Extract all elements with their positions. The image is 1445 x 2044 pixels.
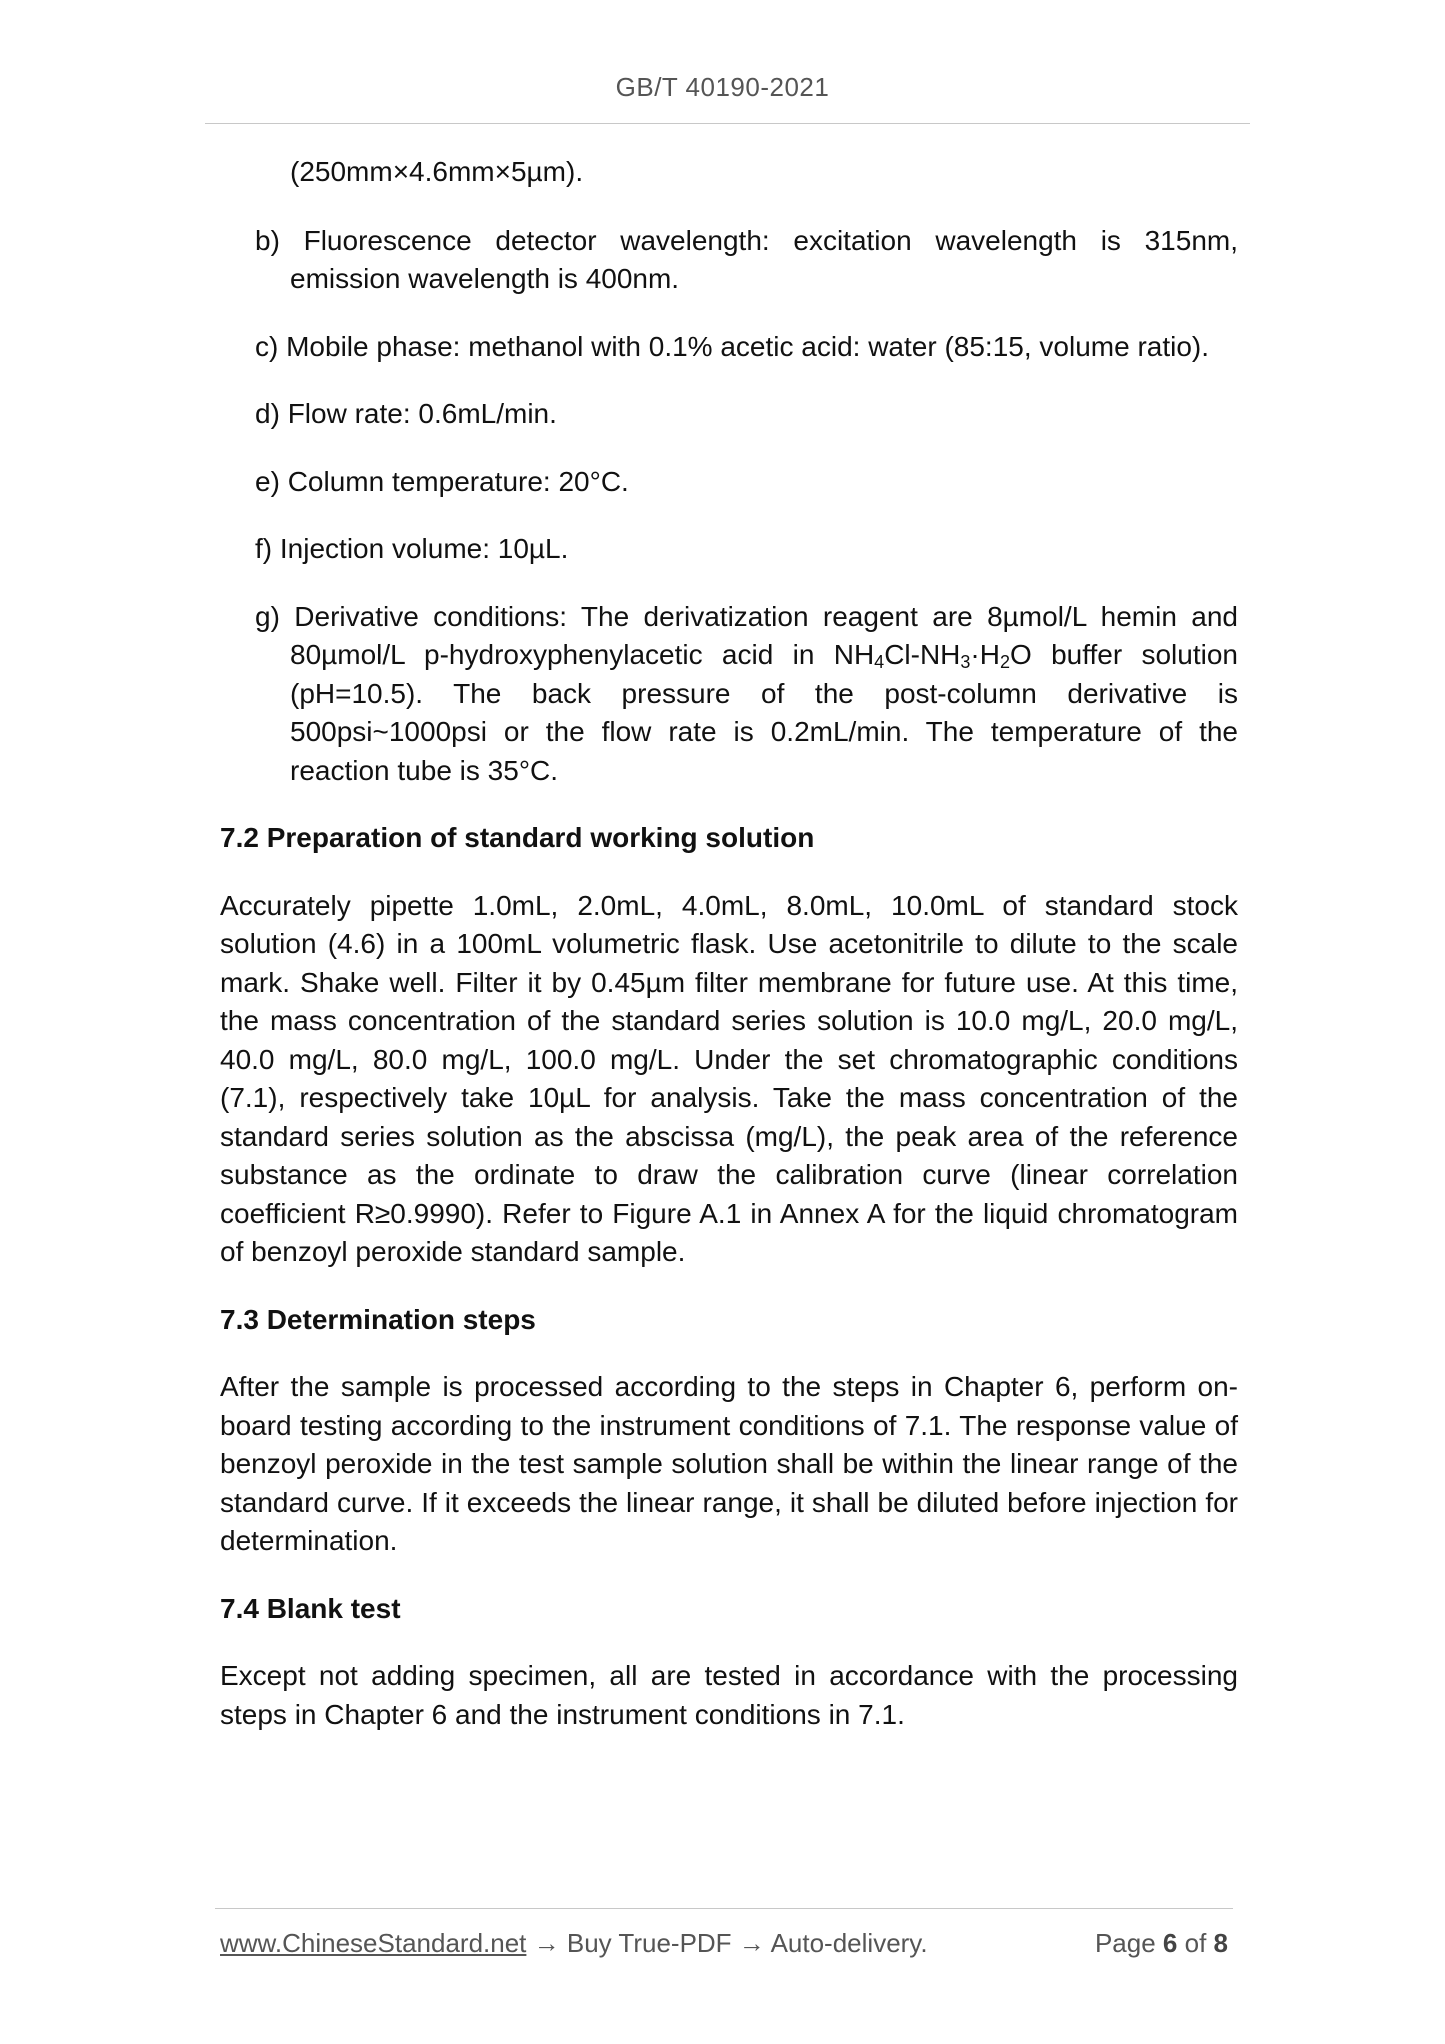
formula-part: Cl-NH — [884, 639, 961, 670]
formula-subscript: 4 — [874, 652, 885, 672]
list-text: Fluorescence detector wavelength: excitation wavelength is 315nm, emission wavelength is 400nm. — [290, 224, 1239, 294]
header-divider — [205, 123, 1250, 124]
list-item-d — [220, 395, 1238, 434]
page-number — [1095, 1928, 1228, 1959]
page-of: of — [1184, 1928, 1207, 1958]
formula-part: ·H — [970, 639, 1000, 670]
formula-subscript: 3 — [960, 652, 971, 672]
footer-tagline: → Buy True-PDF → Auto-delivery. — [526, 1928, 928, 1958]
section-heading-7-2: 7.2 Preparation of standard working solution — [220, 822, 815, 853]
list-item-e — [220, 463, 1238, 502]
list-marker: b) — [255, 224, 280, 256]
list-text: Column temperature: 20°C. — [287, 465, 629, 497]
section-heading-7-4: 7.4 Blank test — [220, 1592, 401, 1624]
list-marker: g) — [255, 600, 280, 632]
section-paragraph-7-2: Accurately pipette 1.0mL, 2.0mL, 4.0mL, 8.0mL, 10.0mL of standard stock solution (4.6) in a 100mL volumetric flask. Use acetonitrile to dilute to the scale mark. Shake well. Filter it by 0.45µm filter membrane for future use. At this time, the mass concentration of the standard series solution is 10.0 mg/L, 20.0 mg/L, 40.0 mg/L, 80.0 mg/L, 100.0 mg/L. Under the set chromatographic conditions (7.1), respectively take 10µL for analysis. Take the mass concentration of the standard series solution as the abscissa (mg/L), the peak area of the reference substance as the ordinate to draw the calibration curve (linear correlation coefficient R≥0.9990). Refer to Figure A.1 in Annex A for the liquid chromatogram of benzoyl peroxide standard sample. — [220, 889, 1238, 1267]
list-marker: c) — [255, 330, 279, 362]
document-body — [220, 153, 1238, 1734]
list-item-g — [220, 598, 1238, 791]
page-current: 6 — [1162, 1928, 1178, 1958]
list-text: Mobile phase: methanol with 0.1% acetic acid: water (85:15, volume ratio). — [286, 330, 1210, 362]
list-text: Flow rate: 0.6mL/min. — [287, 398, 557, 429]
page-label: Page — [1094, 1928, 1156, 1958]
section-paragraph-7-4: Except not adding specimen, all are tested in accordance with the processing steps in Chapter 6 and the instrument conditions in 7.1. — [220, 1660, 1238, 1730]
page-total: 8 — [1213, 1928, 1228, 1958]
section-heading-7-3: 7.3 Determination steps — [220, 1303, 536, 1335]
list-marker: e) — [255, 465, 280, 497]
list-text-before-formula: Derivative conditions: The derivatization reagent are 8µmol/L hemin and 80µmol/L p-hydroxyphenylacetic acid in NH — [290, 600, 1238, 670]
list-item-f — [220, 530, 1238, 569]
list-marker: f) — [255, 533, 273, 564]
list-marker: d) — [255, 398, 280, 429]
list-item-b — [220, 222, 1238, 299]
item-a-continuation: (250mm×4.6mm×5µm). — [290, 156, 584, 187]
document-code-header: GB/T 40190-2021 — [615, 72, 830, 102]
list-text-after-formula: O buffer solution (pH=10.5). The back pressure of the post-column derivative is 500psi~1000psi or the flow rate is 0.2mL/min. The temperature of the reaction tube is 35°C. — [290, 639, 1238, 786]
footer-promo — [220, 1928, 928, 1959]
section-paragraph-7-3: After the sample is processed according to the steps in Chapter 6, perform on-board testing according to the instrument conditions of 7.1. The response value of benzoyl peroxide in the test sample solution shall be within the linear range of the standard curve. If it exceeds the linear range, it shall be diluted before injection for determination. — [220, 1371, 1238, 1556]
website-link[interactable]: www.ChineseStandard.net — [220, 1928, 527, 1958]
list-item-c — [220, 328, 1238, 367]
formula-subscript: 2 — [999, 652, 1010, 672]
footer-divider — [215, 1908, 1233, 1909]
list-text: Injection volume: 10µL. — [279, 533, 569, 564]
